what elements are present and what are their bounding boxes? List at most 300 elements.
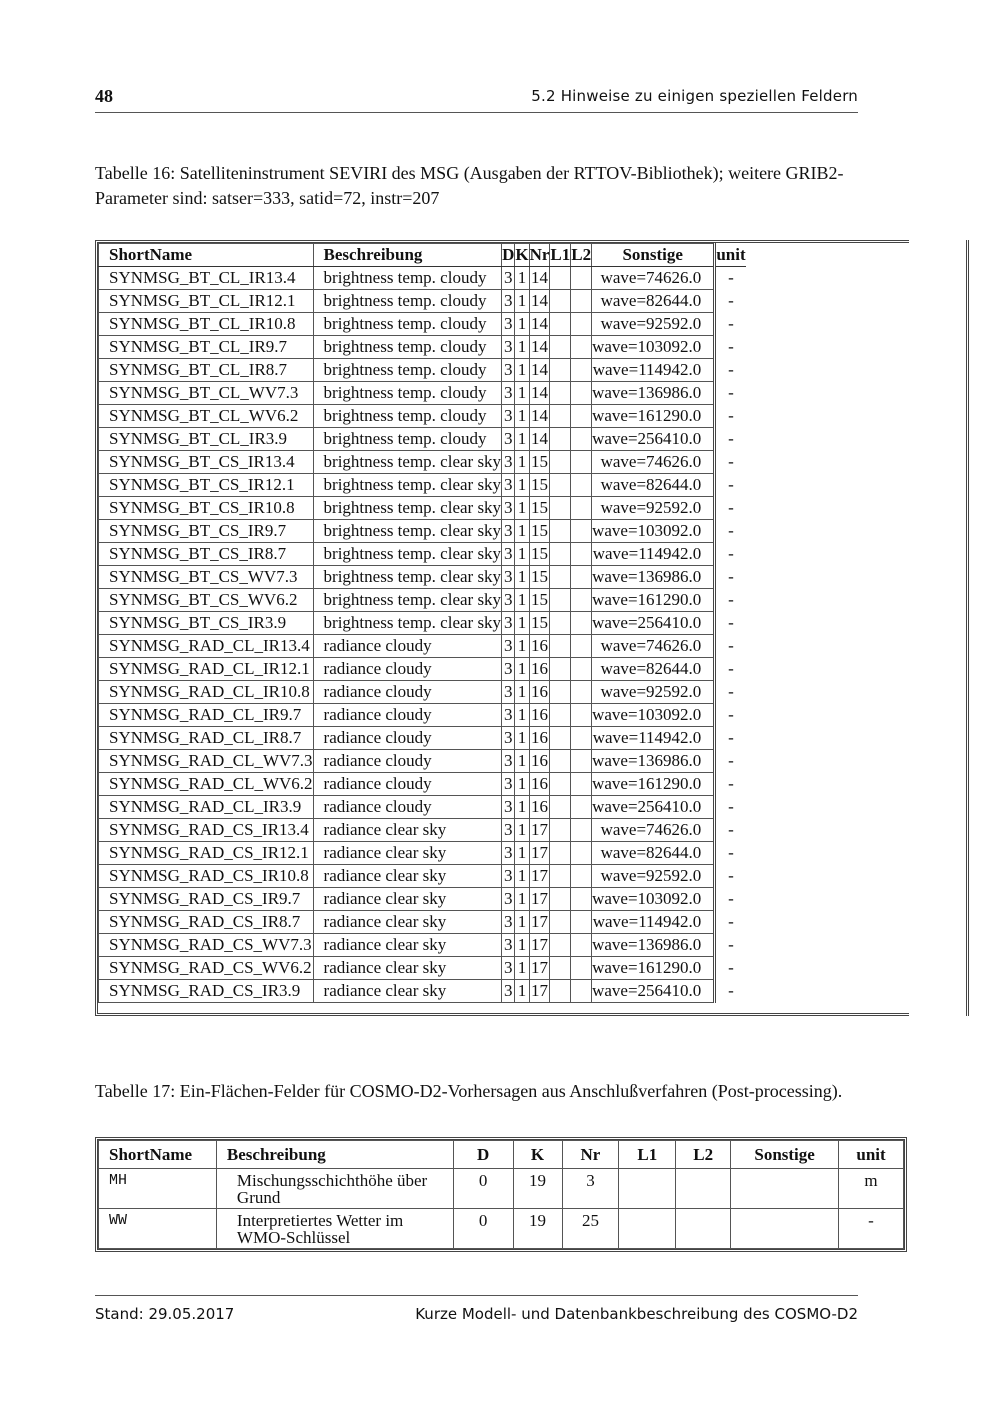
cell-l1 <box>550 566 571 589</box>
cell-k: 1 <box>515 566 529 589</box>
cell-d: 3 <box>502 934 515 957</box>
cell-l1 <box>550 313 571 336</box>
cell-d: 3 <box>502 658 515 681</box>
cell-unit: - <box>715 888 746 911</box>
cell-unit: - <box>715 681 746 704</box>
cell-d: 3 <box>502 359 515 382</box>
cell-k: 1 <box>515 451 529 474</box>
cell-l1 <box>550 497 571 520</box>
cell-k: 1 <box>515 336 529 359</box>
cell-beschreibung: brightness temp. cloudy <box>313 405 502 428</box>
cell-unit: - <box>715 267 746 290</box>
cell-nr: 17 <box>529 888 550 911</box>
table16 <box>98 243 746 1003</box>
cell-sonstige: wave=74626.0 <box>592 451 715 474</box>
cell-k: 1 <box>515 635 529 658</box>
cell-beschreibung: radiance clear sky <box>313 819 502 842</box>
cell-nr: 16 <box>529 658 550 681</box>
cell-unit: - <box>715 497 746 520</box>
cell-l1 <box>550 543 571 566</box>
table16-header-beschreibung: Beschreibung <box>313 244 502 267</box>
cell-shortname: SYNMSG_BT_CL_IR9.7 <box>99 336 314 359</box>
table-row <box>99 704 746 727</box>
cell-unit: - <box>715 290 746 313</box>
table16-header-row <box>99 244 746 267</box>
cell-sonstige: wave=256410.0 <box>592 428 715 451</box>
cell-shortname: SYNMSG_RAD_CS_IR13.4 <box>99 819 314 842</box>
cell-d: 3 <box>502 980 515 1003</box>
cell-k: 1 <box>515 543 529 566</box>
cell-beschreibung: radiance cloudy <box>313 704 502 727</box>
cell-sonstige: wave=103092.0 <box>592 704 715 727</box>
cell-l1 <box>550 957 571 980</box>
cell-k: 1 <box>515 359 529 382</box>
cell-l1 <box>550 267 571 290</box>
cell-d: 3 <box>502 520 515 543</box>
table-row <box>99 520 746 543</box>
cell-l1 <box>550 451 571 474</box>
cell-k: 1 <box>515 934 529 957</box>
cell-beschreibung: brightness temp. cloudy <box>313 313 502 336</box>
cell-shortname: SYNMSG_RAD_CS_IR9.7 <box>99 888 314 911</box>
cell-unit: - <box>715 865 746 888</box>
cell-shortname: SYNMSG_BT_CS_IR12.1 <box>99 474 314 497</box>
cell-nr: 15 <box>529 566 550 589</box>
cell-shortname: SYNMSG_RAD_CL_IR12.1 <box>99 658 314 681</box>
cell-unit: - <box>715 405 746 428</box>
cell-k: 1 <box>515 589 529 612</box>
cell-sonstige: wave=103092.0 <box>592 520 715 543</box>
cell-nr: 17 <box>529 980 550 1003</box>
cell-sonstige: wave=103092.0 <box>592 336 715 359</box>
cell-k: 1 <box>515 612 529 635</box>
cell-d: 3 <box>502 612 515 635</box>
cell-beschreibung: Mischungsschichthöhe über Grund <box>216 1169 453 1209</box>
cell-beschreibung: radiance clear sky <box>313 842 502 865</box>
cell-l2 <box>571 267 592 290</box>
cell-beschreibung: brightness temp. clear sky <box>313 451 502 474</box>
table-row <box>99 911 746 934</box>
cell-sonstige: wave=82644.0 <box>592 842 715 865</box>
cell-beschreibung: radiance cloudy <box>313 635 502 658</box>
cell-beschreibung: brightness temp. clear sky <box>313 589 502 612</box>
cell-l1 <box>550 865 571 888</box>
cell-l2 <box>571 888 592 911</box>
cell-k: 1 <box>515 842 529 865</box>
cell-d: 0 <box>453 1169 513 1209</box>
cell-d: 3 <box>502 681 515 704</box>
cell-beschreibung: brightness temp. cloudy <box>313 359 502 382</box>
cell-d: 3 <box>502 290 515 313</box>
cell-beschreibung: radiance clear sky <box>313 888 502 911</box>
table-row <box>99 267 746 290</box>
cell-l2 <box>571 405 592 428</box>
cell-l1 <box>550 911 571 934</box>
cell-nr: 16 <box>529 681 550 704</box>
cell-l2 <box>571 865 592 888</box>
cell-shortname: SYNMSG_RAD_CL_IR3.9 <box>99 796 314 819</box>
cell-k: 1 <box>515 474 529 497</box>
cell-d: 3 <box>502 842 515 865</box>
cell-unit: - <box>715 911 746 934</box>
cell-l2 <box>571 911 592 934</box>
table-row <box>99 888 746 911</box>
cell-sonstige: wave=256410.0 <box>592 980 715 1003</box>
cell-nr: 14 <box>529 428 550 451</box>
cell-l2 <box>571 704 592 727</box>
cell-beschreibung: brightness temp. clear sky <box>313 497 502 520</box>
cell-l2 <box>571 382 592 405</box>
cell-shortname: SYNMSG_RAD_CS_IR3.9 <box>99 980 314 1003</box>
cell-unit: - <box>715 842 746 865</box>
cell-k: 1 <box>515 819 529 842</box>
cell-l1 <box>619 1169 676 1209</box>
cell-l2 <box>571 681 592 704</box>
cell-shortname: SYNMSG_RAD_CS_IR10.8 <box>99 865 314 888</box>
table-row <box>99 474 746 497</box>
cell-beschreibung: radiance cloudy <box>313 658 502 681</box>
cell-l1 <box>550 336 571 359</box>
cell-shortname: SYNMSG_BT_CL_IR13.4 <box>99 267 314 290</box>
cell-d: 3 <box>502 382 515 405</box>
cell-d: 3 <box>502 474 515 497</box>
cell-sonstige: wave=103092.0 <box>592 888 715 911</box>
cell-l2 <box>676 1209 731 1249</box>
table-row <box>99 612 746 635</box>
table-row <box>99 980 746 1003</box>
cell-nr: 14 <box>529 313 550 336</box>
cell-d: 3 <box>502 589 515 612</box>
table-row <box>99 773 746 796</box>
cell-l1 <box>550 405 571 428</box>
cell-sonstige: wave=92592.0 <box>592 497 715 520</box>
cell-unit: - <box>839 1209 904 1249</box>
cell-k: 1 <box>515 796 529 819</box>
cell-nr: 16 <box>529 635 550 658</box>
cell-unit: - <box>715 336 746 359</box>
cell-sonstige: wave=136986.0 <box>592 382 715 405</box>
cell-k: 1 <box>515 681 529 704</box>
table-row <box>99 819 746 842</box>
cell-sonstige: wave=82644.0 <box>592 290 715 313</box>
page-footer <box>95 1295 858 1323</box>
cell-l1 <box>550 934 571 957</box>
table-row <box>99 359 746 382</box>
cell-k: 1 <box>515 865 529 888</box>
cell-l1 <box>550 428 571 451</box>
cell-l2 <box>571 773 592 796</box>
cell-shortname: SYNMSG_RAD_CL_IR10.8 <box>99 681 314 704</box>
page-header <box>95 86 858 113</box>
cell-unit: - <box>715 612 746 635</box>
cell-beschreibung: brightness temp. clear sky <box>313 543 502 566</box>
table17 <box>98 1140 904 1249</box>
cell-sonstige: wave=82644.0 <box>592 658 715 681</box>
cell-l2 <box>571 750 592 773</box>
cell-nr: 3 <box>562 1169 619 1209</box>
cell-shortname: SYNMSG_BT_CL_WV7.3 <box>99 382 314 405</box>
cell-nr: 16 <box>529 727 550 750</box>
cell-l2 <box>571 635 592 658</box>
cell-shortname: SYNMSG_RAD_CL_IR13.4 <box>99 635 314 658</box>
table16-header-shortname: ShortName <box>99 244 314 267</box>
cell-l1 <box>550 474 571 497</box>
cell-l1 <box>550 681 571 704</box>
cell-l1 <box>550 635 571 658</box>
cell-unit: - <box>715 819 746 842</box>
cell-shortname: SYNMSG_BT_CS_IR10.8 <box>99 497 314 520</box>
cell-d: 3 <box>502 773 515 796</box>
cell-beschreibung: brightness temp. clear sky <box>313 474 502 497</box>
cell-nr: 16 <box>529 704 550 727</box>
table16-header-nr: Nr <box>529 244 550 267</box>
cell-k: 1 <box>515 727 529 750</box>
cell-beschreibung: radiance clear sky <box>313 865 502 888</box>
table-row <box>99 796 746 819</box>
cell-k: 1 <box>515 658 529 681</box>
cell-sonstige: wave=92592.0 <box>592 681 715 704</box>
cell-shortname: SYNMSG_RAD_CL_IR9.7 <box>99 704 314 727</box>
table-row <box>99 451 746 474</box>
cell-beschreibung: radiance cloudy <box>313 750 502 773</box>
cell-beschreibung: brightness temp. cloudy <box>313 267 502 290</box>
cell-shortname: SYNMSG_BT_CL_IR12.1 <box>99 290 314 313</box>
cell-nr: 14 <box>529 290 550 313</box>
cell-sonstige: wave=114942.0 <box>592 911 715 934</box>
cell-k: 1 <box>515 911 529 934</box>
cell-beschreibung: radiance cloudy <box>313 727 502 750</box>
cell-d: 3 <box>502 911 515 934</box>
cell-shortname: SYNMSG_BT_CS_WV6.2 <box>99 589 314 612</box>
cell-l1 <box>619 1209 676 1249</box>
cell-d: 3 <box>502 497 515 520</box>
table-row <box>99 566 746 589</box>
cell-k: 1 <box>515 750 529 773</box>
cell-unit: - <box>715 566 746 589</box>
cell-l2 <box>571 727 592 750</box>
cell-unit: - <box>715 773 746 796</box>
table-row <box>99 382 746 405</box>
cell-sonstige: wave=136986.0 <box>592 934 715 957</box>
cell-l2 <box>571 543 592 566</box>
cell-l2 <box>571 658 592 681</box>
cell-l1 <box>550 888 571 911</box>
table-row <box>99 405 746 428</box>
footer-date: Stand: 29.05.2017 <box>95 1305 235 1323</box>
cell-nr: 14 <box>529 405 550 428</box>
cell-d: 3 <box>502 796 515 819</box>
cell-k: 1 <box>515 313 529 336</box>
cell-l1 <box>550 750 571 773</box>
cell-sonstige: wave=92592.0 <box>592 865 715 888</box>
cell-d: 3 <box>502 405 515 428</box>
table16-caption: Tabelle 16: Satelliteninstrument SEVIRI des MSG (Ausgaben der RTTOV-Bibliothek); weitere GRIB2-Parameter sind: satser=333, satid=72, instr=207 <box>95 163 844 208</box>
cell-shortname: SYNMSG_RAD_CS_IR12.1 <box>99 842 314 865</box>
cell-k: 1 <box>515 704 529 727</box>
cell-d: 3 <box>502 543 515 566</box>
cell-d: 3 <box>502 267 515 290</box>
cell-nr: 15 <box>529 520 550 543</box>
cell-beschreibung: brightness temp. cloudy <box>313 290 502 313</box>
cell-d: 3 <box>502 727 515 750</box>
cell-unit: - <box>715 635 746 658</box>
table-row <box>99 313 746 336</box>
cell-l2 <box>571 589 592 612</box>
cell-unit: - <box>715 957 746 980</box>
cell-d: 3 <box>502 451 515 474</box>
table-row <box>99 589 746 612</box>
cell-nr: 17 <box>529 911 550 934</box>
cell-shortname: WW <box>99 1209 217 1249</box>
cell-l2 <box>571 428 592 451</box>
cell-d: 3 <box>502 635 515 658</box>
cell-unit: - <box>715 934 746 957</box>
cell-nr: 25 <box>562 1209 619 1249</box>
cell-d: 0 <box>453 1209 513 1249</box>
cell-beschreibung: brightness temp. cloudy <box>313 428 502 451</box>
cell-beschreibung: radiance clear sky <box>313 911 502 934</box>
cell-l1 <box>550 612 571 635</box>
cell-sonstige: wave=74626.0 <box>592 267 715 290</box>
cell-shortname: SYNMSG_RAD_CS_IR8.7 <box>99 911 314 934</box>
table16-header-k: K <box>515 244 529 267</box>
cell-sonstige <box>731 1209 839 1249</box>
cell-l1 <box>550 796 571 819</box>
table17-header-k: K <box>513 1141 562 1169</box>
cell-beschreibung: brightness temp. cloudy <box>313 382 502 405</box>
table-row <box>99 497 746 520</box>
table16-body <box>99 267 746 1003</box>
cell-sonstige: wave=256410.0 <box>592 612 715 635</box>
cell-nr: 16 <box>529 750 550 773</box>
cell-d: 3 <box>502 336 515 359</box>
cell-nr: 17 <box>529 819 550 842</box>
cell-sonstige: wave=92592.0 <box>592 313 715 336</box>
page-number: 48 <box>95 86 113 106</box>
table17-header-sonstige: Sonstige <box>731 1141 839 1169</box>
cell-nr: 17 <box>529 934 550 957</box>
cell-shortname: SYNMSG_RAD_CL_IR8.7 <box>99 727 314 750</box>
cell-k: 1 <box>515 497 529 520</box>
cell-nr: 16 <box>529 796 550 819</box>
cell-l1 <box>550 290 571 313</box>
cell-nr: 16 <box>529 773 550 796</box>
table-row <box>99 1209 904 1249</box>
cell-nr: 15 <box>529 589 550 612</box>
cell-k: 1 <box>515 267 529 290</box>
cell-sonstige: wave=161290.0 <box>592 957 715 980</box>
cell-l2 <box>571 474 592 497</box>
cell-beschreibung: Interpretiertes Wetter im WMO-Schlüssel <box>216 1209 453 1249</box>
table16-header-d: D <box>502 244 515 267</box>
cell-l1 <box>550 773 571 796</box>
table-row <box>99 750 746 773</box>
cell-d: 3 <box>502 566 515 589</box>
cell-shortname: SYNMSG_RAD_CS_WV6.2 <box>99 957 314 980</box>
cell-l1 <box>550 842 571 865</box>
cell-nr: 14 <box>529 359 550 382</box>
cell-unit: - <box>715 520 746 543</box>
table-row <box>99 957 746 980</box>
cell-beschreibung: brightness temp. clear sky <box>313 520 502 543</box>
cell-l2 <box>571 566 592 589</box>
cell-nr: 15 <box>529 612 550 635</box>
cell-l2 <box>571 520 592 543</box>
cell-k: 1 <box>515 382 529 405</box>
cell-k: 1 <box>515 428 529 451</box>
cell-unit: - <box>715 474 746 497</box>
cell-l1 <box>550 819 571 842</box>
cell-beschreibung: radiance clear sky <box>313 957 502 980</box>
table16-right-border <box>966 240 970 1016</box>
cell-beschreibung: brightness temp. clear sky <box>313 566 502 589</box>
cell-nr: 14 <box>529 382 550 405</box>
table17-caption: Tabelle 17: Ein-Flächen-Felder für COSMO-D2-Vorhersagen aus Anschlußverfahren (Post-processing). <box>95 1081 843 1101</box>
table17-container <box>95 1137 907 1252</box>
cell-l1 <box>550 658 571 681</box>
cell-sonstige: wave=82644.0 <box>592 474 715 497</box>
cell-k: 1 <box>515 520 529 543</box>
cell-sonstige: wave=114942.0 <box>592 727 715 750</box>
cell-unit: - <box>715 658 746 681</box>
cell-shortname: SYNMSG_BT_CL_WV6.2 <box>99 405 314 428</box>
cell-l1 <box>550 980 571 1003</box>
cell-l2 <box>571 980 592 1003</box>
cell-sonstige: wave=136986.0 <box>592 566 715 589</box>
cell-unit: - <box>715 359 746 382</box>
table17-header-shortname: ShortName <box>99 1141 217 1169</box>
cell-shortname: SYNMSG_BT_CS_IR8.7 <box>99 543 314 566</box>
cell-nr: 15 <box>529 543 550 566</box>
cell-unit: - <box>715 543 746 566</box>
cell-unit: - <box>715 980 746 1003</box>
cell-d: 3 <box>502 428 515 451</box>
cell-l2 <box>571 957 592 980</box>
cell-sonstige: wave=74626.0 <box>592 635 715 658</box>
cell-shortname: SYNMSG_BT_CL_IR10.8 <box>99 313 314 336</box>
cell-unit: - <box>715 589 746 612</box>
cell-d: 3 <box>502 750 515 773</box>
cell-beschreibung: radiance clear sky <box>313 980 502 1003</box>
cell-sonstige: wave=161290.0 <box>592 589 715 612</box>
table-row <box>99 290 746 313</box>
cell-shortname: SYNMSG_RAD_CS_WV7.3 <box>99 934 314 957</box>
cell-k: 1 <box>515 888 529 911</box>
cell-d: 3 <box>502 704 515 727</box>
cell-sonstige: wave=114942.0 <box>592 543 715 566</box>
cell-sonstige <box>731 1169 839 1209</box>
cell-unit: - <box>715 750 746 773</box>
cell-unit: - <box>715 704 746 727</box>
cell-d: 3 <box>502 888 515 911</box>
table-row <box>99 428 746 451</box>
cell-d: 3 <box>502 865 515 888</box>
table-row <box>99 842 746 865</box>
cell-unit: - <box>715 451 746 474</box>
cell-shortname: SYNMSG_BT_CS_IR3.9 <box>99 612 314 635</box>
cell-nr: 17 <box>529 957 550 980</box>
cell-beschreibung: radiance cloudy <box>313 796 502 819</box>
cell-d: 3 <box>502 313 515 336</box>
cell-l2 <box>571 451 592 474</box>
cell-unit: m <box>839 1169 904 1209</box>
table17-header-row <box>99 1141 904 1169</box>
cell-nr: 14 <box>529 336 550 359</box>
table-row <box>99 336 746 359</box>
cell-l2 <box>676 1169 731 1209</box>
cell-sonstige: wave=136986.0 <box>592 750 715 773</box>
cell-l2 <box>571 796 592 819</box>
